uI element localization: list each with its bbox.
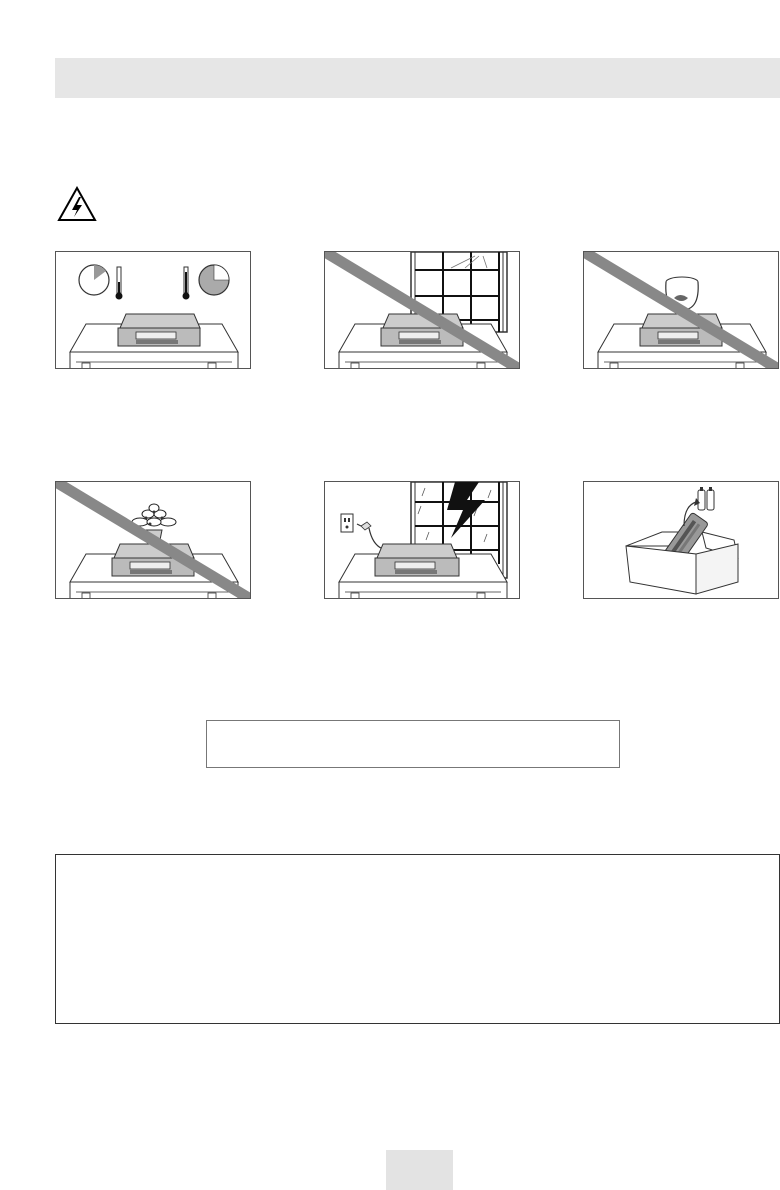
lightning-unplug-panel	[324, 481, 520, 599]
note-box	[206, 720, 620, 768]
page-number-tab	[386, 1150, 453, 1190]
temperature-humidity-panel	[55, 251, 251, 369]
high-voltage-warning-icon	[57, 186, 97, 222]
plant-on-vcr-panel	[55, 481, 251, 599]
info-box	[55, 854, 780, 1024]
section-header-bar	[55, 58, 780, 98]
direct-sunlight-panel	[324, 251, 520, 369]
fishbowl-on-vcr-panel	[583, 251, 779, 369]
remove-batteries-panel	[583, 481, 779, 599]
